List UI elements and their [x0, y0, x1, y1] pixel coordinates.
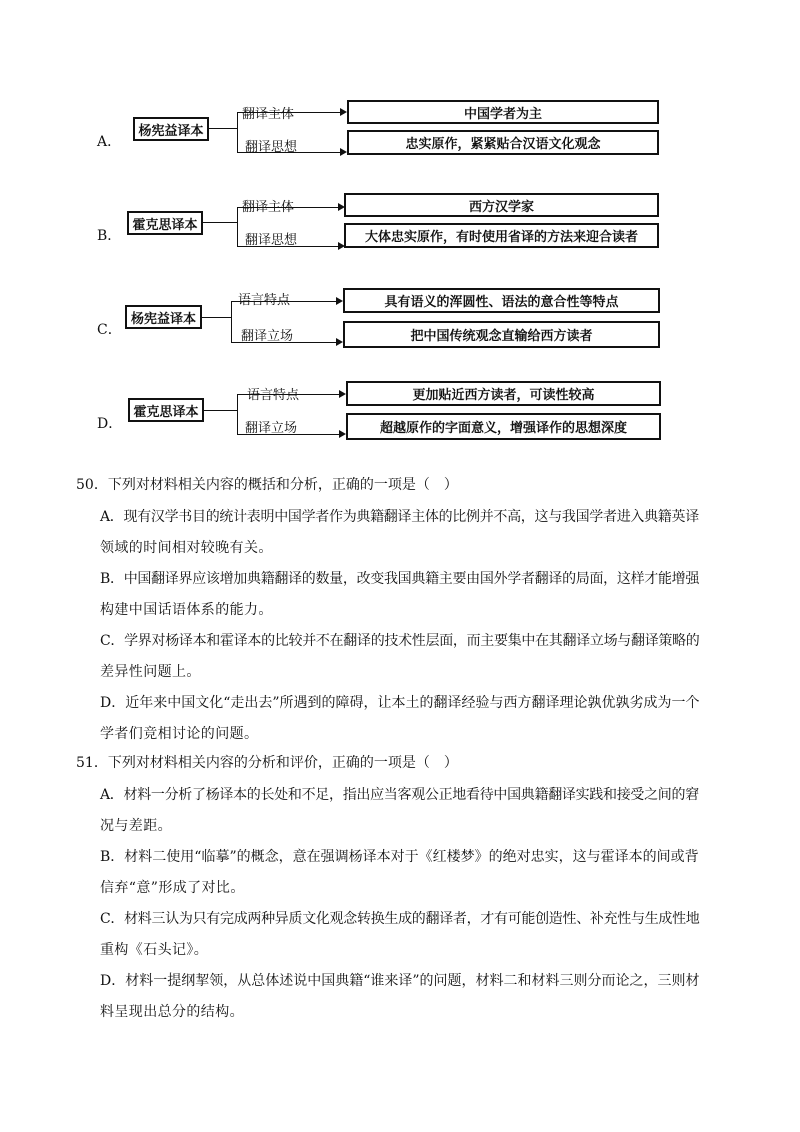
row1-label: 翻译主体 [242, 200, 295, 215]
option-c-diagram [0, 282, 800, 382]
book-box: 杨宪益译本 [125, 305, 202, 329]
q50-option-b: B．中国翻译界应该增加典籍翻译的数量，改变我国典籍主要由国外学者翻译的局面，这样才能增强 [100, 571, 700, 587]
q50-option-b-cont: 构建中国话语体系的能力。 [100, 602, 273, 618]
option-b-diagram [0, 187, 800, 287]
arrow-icon [339, 390, 346, 398]
q50-option-c-cont: 差异性问题上。 [100, 664, 201, 680]
arrow-icon [340, 148, 347, 156]
row1-label: 语言特点 [247, 388, 300, 403]
row2-box: 大体忠实原作，有时使用省译的方法来迎合读者 [344, 223, 659, 248]
q51-option-d: D．材料一提纲挈领，从总体述说中国典籍“谁来译”的问题，材料二和材料三则分而论之，三则材 [100, 973, 700, 989]
q50-option-a: A．现有汉学书目的统计表明中国学者作为典籍翻译主体的比例并不高，这与我国学者进入典籍英译 [100, 509, 699, 525]
option-d-diagram [0, 374, 800, 474]
row1-box: 西方汉学家 [344, 193, 659, 217]
q51-option-a-cont: 况与差距。 [100, 818, 172, 834]
book-box: 霍克思译本 [127, 211, 203, 235]
row1-box: 具有语义的浑圆性、语法的意合性等特点 [343, 288, 660, 313]
q51-option-c-cont: 重构《石头记》。 [100, 942, 209, 958]
row2-box: 超越原作的字面意义，增强译作的思想深度 [346, 413, 661, 440]
q51-option-a: A．材料一分析了杨译本的长处和不足，指出应当客观公正地看待中国典籍翻译实践和接受之间的窘 [100, 787, 699, 803]
row2-label: 翻译思想 [245, 140, 298, 155]
arrow-icon [340, 108, 347, 116]
row1-box: 更加贴近西方读者，可读性较高 [346, 381, 661, 406]
arrow-icon [336, 297, 343, 305]
option-a-diagram [0, 95, 800, 195]
q50-option-c: C．学界对杨译本和霍译本的比较并不在翻译的技术性层面，而主要集中在其翻译立场与翻译策略的 [100, 633, 700, 649]
book-box: 杨宪益译本 [133, 117, 209, 141]
row1-label: 翻译主体 [242, 107, 295, 122]
row2-label: 翻译立场 [245, 421, 298, 436]
question-50-stem: 50．下列对材料相关内容的概括和分析，正确的一项是（ ） [76, 477, 458, 493]
option-letter: D． [97, 416, 123, 432]
row2-label: 翻译立场 [241, 329, 294, 344]
q51-option-c: C．材料三认为只有完成两种异质文化观念转换生成的翻译者，才有可能创造性、补充性与生成性地 [100, 911, 700, 927]
q51-option-b-cont: 信弃“意”形成了对比。 [100, 880, 245, 896]
option-letter: B． [97, 228, 122, 244]
q51-option-d-cont: 料呈现出总分的结构。 [100, 1004, 244, 1020]
row1-box: 中国学者为主 [347, 100, 659, 124]
option-letter: C． [97, 322, 122, 338]
row2-label: 翻译思想 [245, 233, 298, 248]
option-letter: A． [97, 134, 122, 150]
q50-option-d: D．近年来中国文化“走出去”所遇到的障碍，让本土的翻译经验与西方翻译理论孰优孰劣成为一个 [100, 695, 700, 711]
row2-box: 忠实原作，紧紧贴合汉语文化观念 [347, 130, 659, 155]
row1-label: 语言特点 [238, 293, 291, 308]
row2-box: 把中国传统观念直输给西方读者 [343, 321, 660, 348]
q50-option-a-cont: 领域的时间相对较晚有关。 [100, 540, 273, 556]
arrow-icon [336, 338, 343, 346]
arrow-icon [339, 430, 346, 438]
book-box: 霍克思译本 [128, 398, 204, 422]
question-51-stem: 51．下列对材料相关内容的分析和评价，正确的一项是（ ） [76, 755, 458, 771]
q51-option-b: B．材料二使用“临摹”的概念，意在强调杨译本对于《红楼梦》的绝对忠实，这与霍译本的间或背 [100, 849, 699, 865]
q50-option-d-cont: 学者们竞相讨论的问题。 [100, 726, 259, 742]
